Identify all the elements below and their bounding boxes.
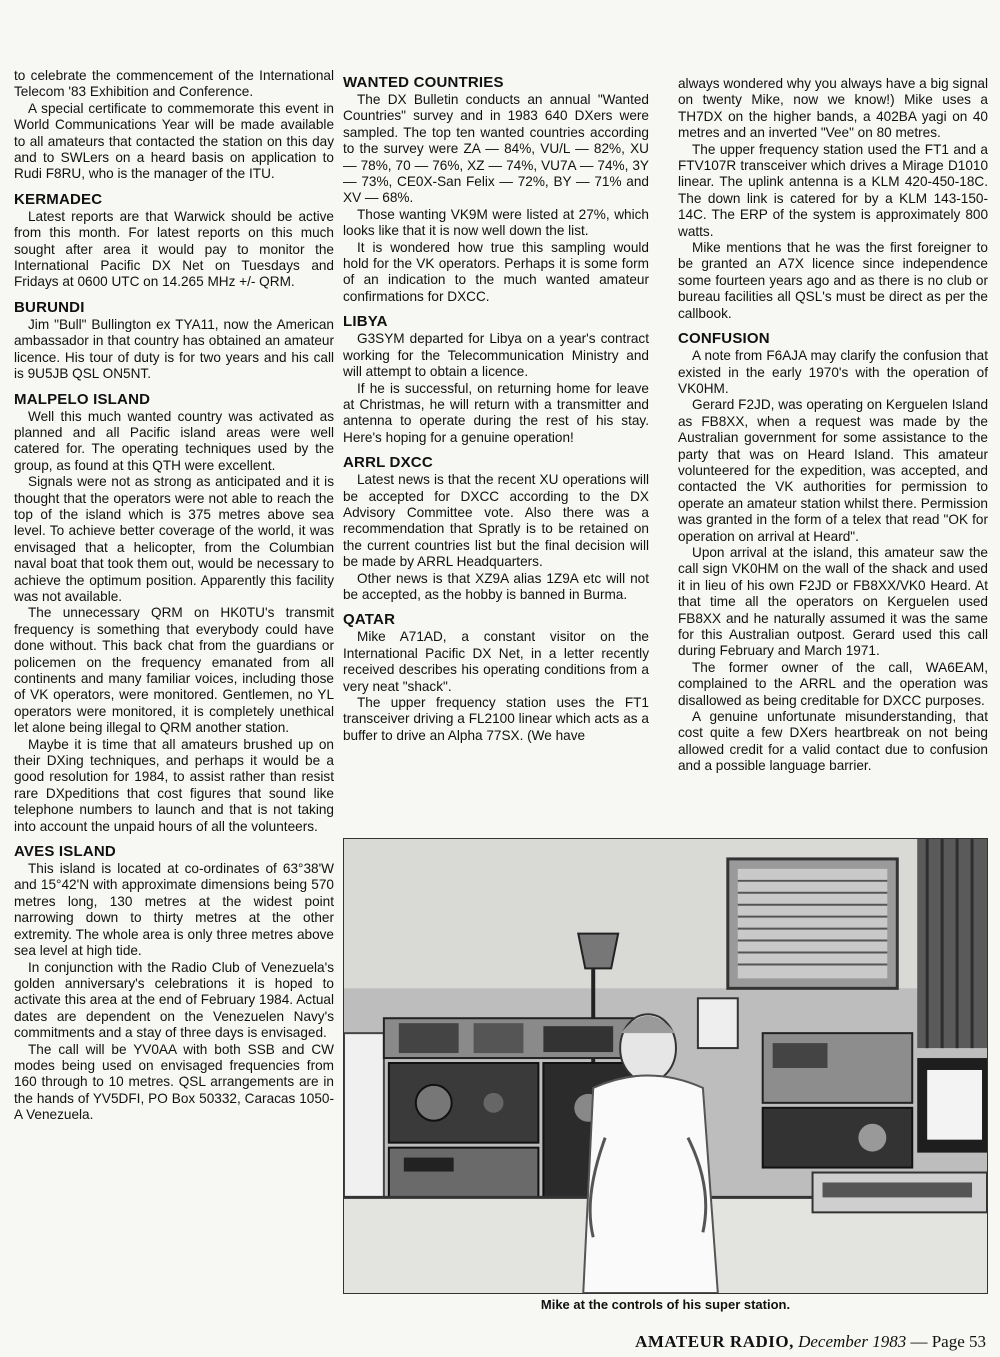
section-heading-qatar: QATAR [343,611,396,629]
paragraph: The upper frequency station uses the FT1 transceiver driving a FL2100 linear which acts as a buffer to drive an Alpha 77SX. (We have [343,695,649,743]
paragraph: The unnecessary QRM on HK0TU's transmit frequency is something that everybody could have done without. This back chat from the guardians or policemen on the frequency emanated from all continents and many familiar voices, including those of VK operators, were monitored. Gentlemen, no YL operators were monitored, it is completely unethical let alone being illegal to QRM another station. [14,605,334,736]
column-middle [343,74,649,744]
paragraph: If he is successful, on returning home for leave at Christmas, he will return with a transmitter and antenna to operate during the rest of his stay. Here's hoping for a genuine operation! [343,380,649,445]
paragraph: Maybe it is time that all amateurs brushed up on their DXing techniques, and perhaps it would be a good resolution for 1984, to assist rather than resist rare DXpeditions that cost figures that sound like telephone numbers to launch and that is not taking into account the unpaid hours of all the volunteers. [14,736,334,834]
section-heading-arrl-dxcc: ARRL DXCC [343,454,433,472]
paragraph: A note from F6AJA may clarify the confusion that existed in the early 1970's with the operation of VK0HM. [678,348,988,396]
paragraph: Latest news is that the recent XU operations will be accepted for DXCC according to the DX Advisory Committee vote. Also there was a recommendation that Spratly is to be retained on the current countries list but the final decision will be made by ARRL Headquarters. [343,472,649,570]
paragraph: It is wondered how true this sampling would hold for the VK operators. Perhaps it is some form of an indication to the much wanted amateur confirmations for DXCC. [343,239,649,304]
paragraph: G3SYM departed for Libya on a year's contract working for the Telecommunication Ministry and will attempt to obtain a licence. [343,331,649,380]
section-heading-burundi: BURUNDI [14,298,85,316]
paragraph: The upper frequency station used the FT1 and a FTV107R transceiver which drives a Mirage D1010 linear. The uplink antenna is a KLM 420-450-18C. The down link is catered for by a KLM 143-150-14C. The ERP of the system is approximately 800 watts. [678,141,988,239]
paragraph: Mike A71AD, a constant visitor on the International Pacific DX Net, in a letter recently received describes his operating conditions from a very neat "shack". [343,629,649,694]
section-heading-wanted-countries: WANTED COUNTRIES [343,74,504,91]
paragraph: Mike mentions that he was the first foreigner to be granted an A7X licence since independence some fourteen years ago and as there is no club or bureau facilities all QSL's must be direct as per the callbook. [678,240,988,321]
paragraph: Upon arrival at the island, this amateur saw the call sign VK0HM on the wall of the shack and used it in lieu of his own F2JD or FB8XX/VK0 Heard. At that time all the operators on Kerguelen used FB8XX and he naturally assumed it was the same for this Australian outpost. Gerard used this call during February and March 1971. [678,544,988,659]
station-photo-illustration [344,839,987,1293]
paragraph: Those wanting VK9M were listed at 27%, which looks like that it is now well down the list. [343,206,649,239]
paragraph: A genuine unfortunate misunderstanding, that cost quite a few DXers heartbreak on not being allowed credit for a valid contact due to confusion and a possible language barrier. [678,709,988,774]
page-footer [635,1332,986,1352]
paragraph: always wondered why you always have a big signal on twenty Mike, now we know!) Mike uses a TH7DX on the higher bands, a 402BA yagi on 40 metres and an inverted "Vee" on 80 metres. [678,76,988,141]
paragraph: to celebrate the commencement of the International Telecom '83 Exhibition and Conference. [14,68,334,100]
paragraph: The call will be YV0AA with both SSB and CW modes being used on envisaged frequencies from 160 through to 10 metres. QSL arrangements are in the hands of YV5DFI, PO Box 50332, Caracas 1050-A Venezuela. [14,1041,334,1123]
column-left [14,68,334,1124]
paragraph: Latest reports are that Warwick should be active from this month. For latest reports on this much sought after area it would pay to monitor the International Pacific DX Net on Tuesdays and Fridays at 0600 UTC on 14.265 MHz +/- QRM. [14,208,334,290]
section-heading-libya: LIBYA [343,313,388,331]
paragraph: A special certificate to commemorate this event in World Communications Year will be made available to all amateurs that contacted the station on this day and to SWLers on a heard basis on application to Rudi F8RU, who is the manager of the ITU. [14,100,334,182]
paragraph: This island is located at co-ordinates of 63°38'W and 15°42'N with approximate dimensions being 570 metres long, 130 metres at the widest point narrowing down to thirty metres at the other extremity. The whole area is only three metres above sea level at high tide. [14,861,334,959]
paragraph: Gerard F2JD, was operating on Kerguelen Island as FB8XX, when a request was made by the Australian government for some assistance to the party that was on Heard Island. This amateur volunteered for the expedition, was accepted, and contacted the VK authorities for permission to operate an amateur station whilst there. Permission was granted in the form of a telex that read "OK for operation on arrival at Heard". [678,397,988,544]
magazine-name: AMATEUR RADIO, [635,1332,794,1351]
paragraph: In conjunction with the Radio Club of Venezuela's golden anniversary's celebrations it is hoped to activate this area at the end of February 1984. Actual dates are dependent on the Venezuelen Navy's commitments and a stay of three days is envisaged. [14,959,334,1041]
station-photo [343,838,988,1294]
section-heading-malpelo-island: MALPELO ISLAND [14,390,151,408]
paragraph: Jim "Bull" Bullington ex TYA11, now the American ambassador in that country has obtained an amateur licence. His tour of duty is for two years and his call is 9U5JB QSL ON5NT. [14,316,334,382]
paragraph: The DX Bulletin conducts an annual "Wanted Countries" survey and in 1983 640 DXers were sampled. The top ten wanted countries according to the survey were ZA — 84%, VU/L — 82%, XU — 78%, 70 — 76%, XZ — 74%, VU7A — 74%, 3Y — 73%, CE0X-San Felix — 72%, BY — 71% and XV — 68%. [343,92,649,206]
paragraph: Well this much wanted country was activated as planned and all Pacific island areas were well catered for. The operating techniques used by the group, as found at this QTH were excellent. [14,408,334,473]
issue-date: December 1983 [798,1332,907,1351]
section-heading-kermadec: KERMADEC [14,190,103,208]
section-heading-confusion: CONFUSION [678,330,770,348]
paragraph: Signals were not as strong as anticipated and it is thought that the operators were not able to reach the top of the island which is 375 metres above sea level. To achieve better coverage of the world, it was envisaged that a helicopter, from the Columbian naval boat that took them out, would be necessary to achieve the optimum position. Apparently this facility was not available. [14,474,334,604]
paragraph: The former owner of the call, WA6EAM, complained to the ARRL and the operation was disallowed as being creditable for DXCC purposes. [678,659,988,708]
column-right [678,76,988,775]
paragraph: Other news is that XZ9A alias 1Z9A etc will not be accepted, as the hobby is banned in Burma. [343,570,649,602]
photo-caption: Mike at the controls of his super station. [540,1297,791,1312]
page-number: — Page 53 [910,1332,986,1351]
section-heading-aves-island: AVES ISLAND [14,843,116,861]
